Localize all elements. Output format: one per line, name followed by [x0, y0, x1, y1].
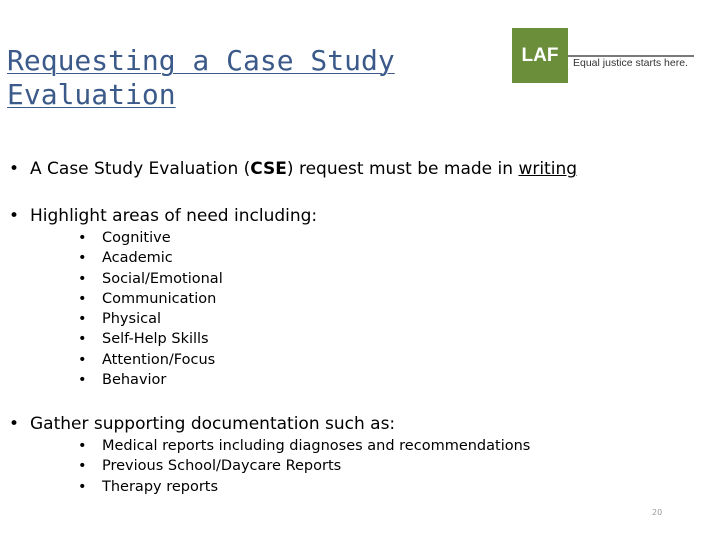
list-item: • Therapy reports — [78, 478, 219, 495]
bullet-cse-abbrev: CSE — [250, 159, 287, 179]
title-line-1: Requesting a Case Study — [7, 44, 395, 77]
bullet-dot: • — [9, 159, 20, 179]
areas-of-need-list — [78, 228, 223, 390]
list-item: • Physical — [78, 311, 161, 328]
logo-tagline: Equal justice starts here. — [573, 57, 688, 69]
list-item: • Communication — [78, 290, 217, 307]
list-item: • Previous School/Daycare Reports — [78, 458, 342, 475]
logo-letters: LAF — [521, 45, 559, 66]
bullet-docs-text: Gather supporting documentation such as: — [30, 414, 396, 434]
bullet-dot: • — [9, 206, 20, 226]
bullet-areas-of-need — [9, 206, 317, 226]
list-item: • Medical reports including diagnoses and recommendations — [78, 438, 531, 454]
bullet-cse-text-before: A Case Study Evaluation ( — [30, 159, 251, 179]
supporting-docs-list — [78, 436, 530, 497]
list-item: • Attention/Focus — [78, 351, 216, 368]
bullet-cse-request — [9, 159, 577, 179]
list-item: • Behavior — [78, 372, 167, 389]
bullet-cse-writing: writing — [518, 159, 578, 179]
list-item: • Social/Emotional — [78, 270, 223, 287]
bullet-supporting-docs — [9, 414, 395, 434]
list-item: • Academic — [78, 250, 173, 267]
list-item: • Self-Help Skills — [78, 331, 209, 348]
bullet-areas-text: Highlight areas of need including: — [30, 206, 318, 226]
laf-logo — [512, 28, 694, 83]
list-item: • Cognitive — [78, 230, 171, 246]
bullet-dot: • — [9, 414, 20, 434]
slide-title — [7, 44, 395, 112]
title-line-2: Evaluation — [7, 78, 176, 111]
bullet-cse-text-middle: ) request must be made in — [286, 159, 519, 179]
page-number: 20 — [652, 508, 663, 517]
